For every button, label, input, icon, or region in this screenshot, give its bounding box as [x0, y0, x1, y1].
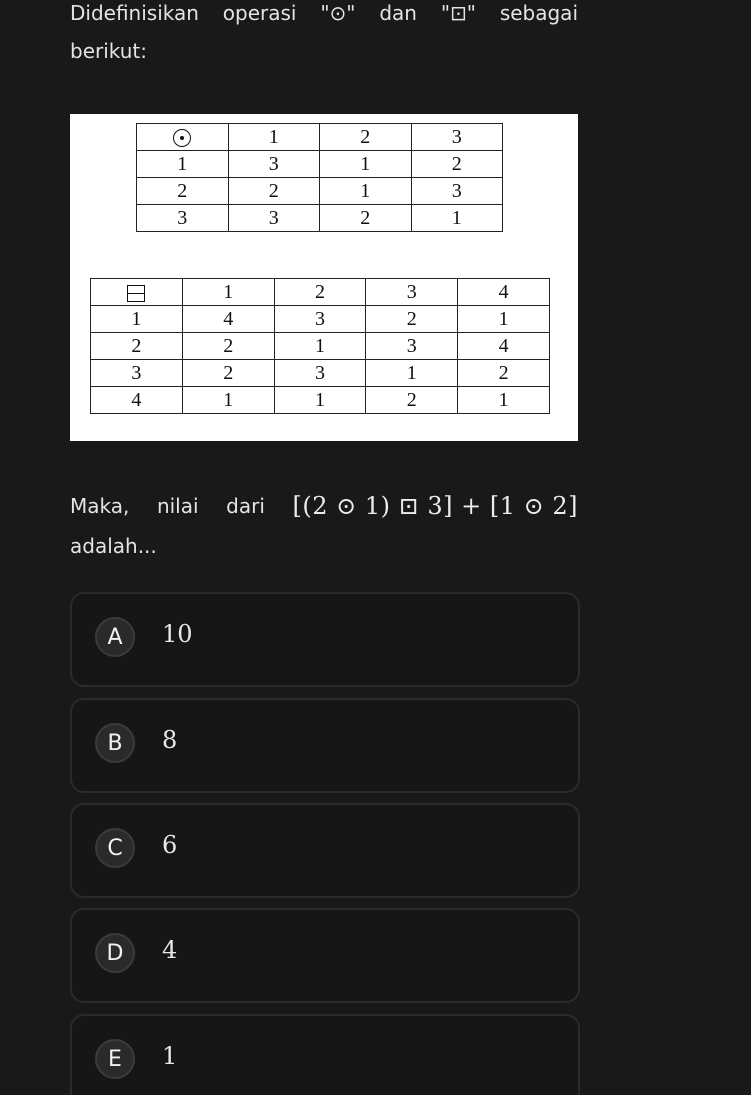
- header-cell: 3: [411, 124, 503, 151]
- table-cell: 3: [228, 151, 319, 178]
- box-operation-table: [90, 278, 550, 414]
- prompt-word: dari: [226, 494, 265, 518]
- table-cell: 2: [366, 306, 458, 333]
- row-label: 2: [137, 178, 229, 205]
- option-letter-badge: E: [95, 1039, 135, 1079]
- table-cell: 3: [411, 178, 503, 205]
- odot-operation-table: [136, 123, 503, 232]
- row-label: 1: [91, 306, 183, 333]
- table-cell: 2: [228, 178, 319, 205]
- operation-tables-image: [70, 114, 578, 441]
- question-word: sebagai: [499, 1, 578, 25]
- table-row: [137, 151, 503, 178]
- prompt-word: Maka,: [70, 494, 130, 518]
- table-cell: 2: [366, 387, 458, 414]
- table-cell: 3: [274, 360, 366, 387]
- table-cell: 3: [274, 306, 366, 333]
- option-letter-badge: B: [95, 723, 135, 763]
- question-line-1: [70, 0, 578, 32]
- question-word: dan: [379, 1, 417, 25]
- question-word: operasi: [222, 1, 297, 25]
- table-cell: 3: [366, 333, 458, 360]
- math-expression: [(2 ⊙ 1) ⊡ 3] + [1 ⊙ 2]: [292, 492, 578, 520]
- table-cell: 1: [458, 387, 550, 414]
- prompt-line-1: [70, 486, 578, 526]
- table-cell: 1: [458, 306, 550, 333]
- option-value: 8: [162, 726, 178, 754]
- option-a[interactable]: [70, 592, 580, 687]
- option-value: 4: [162, 936, 178, 964]
- question-word: "⊙": [320, 1, 356, 25]
- table-row: [91, 387, 550, 414]
- table-row: [91, 360, 550, 387]
- table-row: [91, 306, 550, 333]
- option-c[interactable]: [70, 803, 580, 898]
- table-cell: 2: [320, 205, 411, 232]
- row-label: 4: [91, 387, 183, 414]
- box-operator-icon: [127, 285, 145, 302]
- odot-operator-icon: [173, 129, 191, 147]
- prompt-word: nilai: [156, 494, 199, 518]
- option-letter-badge: C: [95, 828, 135, 868]
- row-label: 3: [91, 360, 183, 387]
- table-cell: 1: [320, 151, 411, 178]
- option-value: 10: [162, 620, 193, 648]
- row-label: 2: [91, 333, 183, 360]
- table-cell: 1: [274, 333, 366, 360]
- question-prompt: [70, 486, 578, 566]
- row-label: 1: [137, 151, 229, 178]
- table-cell: 2: [182, 333, 274, 360]
- header-cell: 2: [320, 124, 411, 151]
- header-cell: 4: [458, 279, 550, 306]
- table-row: [137, 205, 503, 232]
- option-letter-badge: D: [95, 933, 135, 973]
- table-cell: 2: [411, 151, 503, 178]
- table-corner-cell: [91, 279, 183, 306]
- question-line-2: berikut:: [70, 39, 148, 63]
- option-value: 6: [162, 831, 178, 859]
- option-letter-badge: A: [95, 617, 135, 657]
- option-d[interactable]: [70, 908, 580, 1003]
- header-cell: 1: [228, 124, 319, 151]
- table-cell: 4: [182, 306, 274, 333]
- table-cell: 4: [458, 333, 550, 360]
- question-word: Didefinisikan: [70, 1, 199, 25]
- table-row: [91, 333, 550, 360]
- option-e[interactable]: [70, 1014, 580, 1095]
- prompt-line-2: adalah...: [70, 534, 157, 558]
- question-word: "⊡": [440, 1, 476, 25]
- table-cell: 2: [182, 360, 274, 387]
- row-label: 3: [137, 205, 229, 232]
- table-cell: 2: [458, 360, 550, 387]
- table-cell: 3: [228, 205, 319, 232]
- option-value: 1: [162, 1042, 178, 1070]
- header-cell: 3: [366, 279, 458, 306]
- table-row: [137, 178, 503, 205]
- table-cell: 1: [182, 387, 274, 414]
- table-cell: 1: [366, 360, 458, 387]
- table-cell: 1: [274, 387, 366, 414]
- table-cell: 1: [320, 178, 411, 205]
- option-b[interactable]: [70, 698, 580, 793]
- question-text: [70, 0, 578, 70]
- header-cell: 1: [182, 279, 274, 306]
- header-cell: 2: [274, 279, 366, 306]
- table-cell: 1: [411, 205, 503, 232]
- table-corner-cell: [137, 124, 229, 151]
